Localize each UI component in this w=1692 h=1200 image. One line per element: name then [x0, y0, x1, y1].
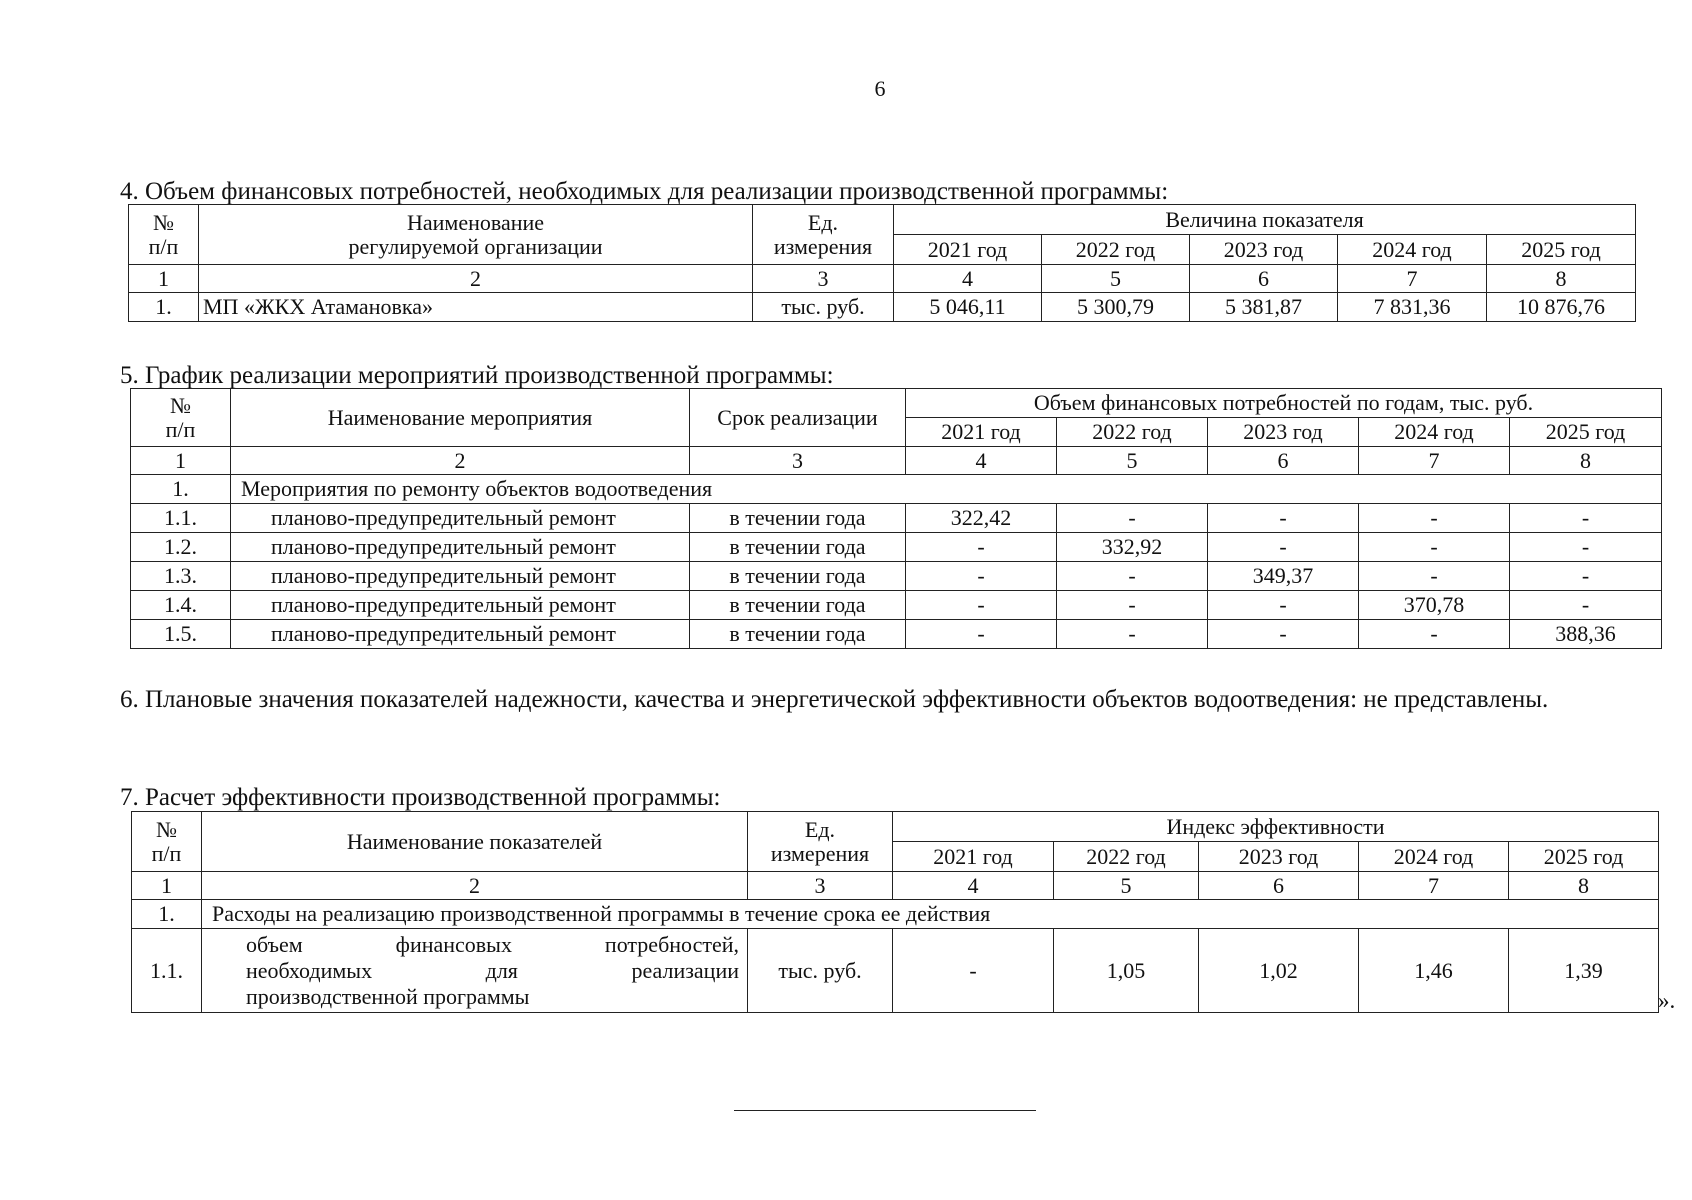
value-2024: - — [1359, 562, 1510, 591]
value-2025: - — [1510, 591, 1662, 620]
header-period: Срок реализации — [690, 389, 906, 447]
section5-heading: 5. График реализации мероприятий производственной программы: — [120, 362, 834, 389]
group-row — [132, 900, 1659, 929]
column-index: 4 — [894, 265, 1042, 293]
column-index: 5 — [1042, 265, 1190, 293]
indicator-name-line: производственной программы — [246, 983, 530, 1009]
indicator-name — [202, 929, 748, 1013]
column-index-row — [131, 447, 1662, 475]
value-2022: 332,92 — [1057, 533, 1208, 562]
header-year: 2022 год — [1057, 418, 1208, 447]
value-2023: - — [1208, 504, 1359, 533]
value-2021: - — [893, 929, 1054, 1013]
efficiency-table — [131, 811, 1659, 1013]
row-num: 1.1. — [132, 929, 202, 1013]
activity-name: планово-предупредительный ремонт — [231, 504, 690, 533]
column-index: 4 — [906, 447, 1057, 475]
column-index: 3 — [753, 265, 894, 293]
column-index: 4 — [893, 872, 1054, 900]
value-2025: - — [1510, 562, 1662, 591]
table-row — [131, 620, 1662, 649]
value-2024: - — [1359, 620, 1510, 649]
column-index: 1 — [129, 265, 199, 293]
table-row — [132, 929, 1659, 1013]
table-row — [131, 504, 1662, 533]
section7-heading: 7. Расчет эффективности производственной программы: — [120, 784, 721, 811]
header-unit: Ед. измерения — [748, 812, 893, 872]
header-year: 2021 год — [893, 842, 1054, 872]
value-2024: 1,46 — [1359, 929, 1509, 1013]
activity-period: в течении года — [690, 620, 906, 649]
header-year: 2023 год — [1199, 842, 1359, 872]
schedule-table — [130, 388, 1662, 649]
value-2022: - — [1057, 620, 1208, 649]
column-index: 6 — [1208, 447, 1359, 475]
section6-text: 6. Плановые значения показателей надежности, качества и энергетической эффективности объектов водоотведения: не представлены. — [120, 686, 1549, 713]
row-num: 1.4. — [131, 591, 231, 620]
table-row — [131, 591, 1662, 620]
footer-rule — [734, 1110, 1036, 1111]
group-row — [131, 475, 1662, 504]
activity-period: в течении года — [690, 533, 906, 562]
column-index: 7 — [1359, 447, 1510, 475]
financial-needs-table — [128, 204, 1636, 322]
value-2021: - — [906, 591, 1057, 620]
value-2023: 5 381,87 — [1190, 293, 1338, 322]
column-index: 2 — [199, 265, 753, 293]
row-unit: тыс. руб. — [748, 929, 893, 1013]
header-year: 2024 год — [1359, 418, 1510, 447]
column-index: 2 — [231, 447, 690, 475]
column-index: 2 — [202, 872, 748, 900]
header-year: 2025 год — [1487, 235, 1636, 265]
row-num: 1. — [131, 475, 231, 504]
value-2023: - — [1208, 533, 1359, 562]
header-year: 2024 год — [1359, 842, 1509, 872]
header-activity-name: Наименование мероприятия — [231, 389, 690, 447]
value-2023: - — [1208, 620, 1359, 649]
header-num: № п/п — [131, 389, 231, 447]
activity-name: планово-предупредительный ремонт — [231, 620, 690, 649]
header-value-group: Объем финансовых потребностей по годам, тыс. руб. — [906, 389, 1662, 418]
header-value-group: Индекс эффективности — [893, 812, 1659, 842]
value-2025: 388,36 — [1510, 620, 1662, 649]
org-name: МП «ЖКХ Атамановка» — [199, 293, 753, 322]
column-index: 1 — [131, 447, 231, 475]
value-2023: 349,37 — [1208, 562, 1359, 591]
value-2025: 10 876,76 — [1487, 293, 1636, 322]
row-num: 1.1. — [131, 504, 231, 533]
closing-quote: ». — [1658, 988, 1676, 1013]
column-index: 3 — [690, 447, 906, 475]
header-year: 2021 год — [906, 418, 1057, 447]
header-year: 2024 год — [1338, 235, 1487, 265]
header-org-name: Наименование регулируемой организации — [199, 205, 753, 265]
value-2021: - — [906, 533, 1057, 562]
header-unit: Ед. измерения — [753, 205, 894, 265]
header-year: 2021 год — [894, 235, 1042, 265]
header-num: № п/п — [129, 205, 199, 265]
column-index: 8 — [1510, 447, 1662, 475]
column-index: 6 — [1190, 265, 1338, 293]
value-2021: - — [906, 562, 1057, 591]
value-2024: 370,78 — [1359, 591, 1510, 620]
column-index-row — [132, 872, 1659, 900]
activity-name: планово-предупредительный ремонт — [231, 533, 690, 562]
value-2022: - — [1057, 591, 1208, 620]
header-indicator-name: Наименование показателей — [202, 812, 748, 872]
header-year: 2022 год — [1042, 235, 1190, 265]
section4-heading: 4. Объем финансовых потребностей, необходимых для реализации производственной программы: — [120, 178, 1169, 205]
row-num: 1.2. — [131, 533, 231, 562]
value-2023: 1,02 — [1199, 929, 1359, 1013]
column-index: 8 — [1509, 872, 1659, 900]
value-2022: 1,05 — [1054, 929, 1199, 1013]
value-2025: - — [1510, 504, 1662, 533]
value-2022: - — [1057, 504, 1208, 533]
header-value-group: Величина показателя — [894, 205, 1636, 235]
value-2022: - — [1057, 562, 1208, 591]
header-year: 2025 год — [1509, 842, 1659, 872]
column-index: 5 — [1054, 872, 1199, 900]
header-year: 2023 год — [1190, 235, 1338, 265]
value-2023: - — [1208, 591, 1359, 620]
value-2024: - — [1359, 504, 1510, 533]
value-2022: 5 300,79 — [1042, 293, 1190, 322]
activity-period: в течении года — [690, 591, 906, 620]
group-name: Мероприятия по ремонту объектов водоотведения — [231, 475, 1662, 504]
activity-period: в течении года — [690, 504, 906, 533]
value-2021: 322,42 — [906, 504, 1057, 533]
column-index: 1 — [132, 872, 202, 900]
table-row — [129, 293, 1636, 322]
header-year: 2025 год — [1510, 418, 1662, 447]
column-index: 3 — [748, 872, 893, 900]
row-unit: тыс. руб. — [753, 293, 894, 322]
column-index: 5 — [1057, 447, 1208, 475]
indicator-name-line: объем финансовых потребностей, — [246, 931, 739, 957]
value-2021: - — [906, 620, 1057, 649]
value-2025: 1,39 — [1509, 929, 1659, 1013]
column-index: 7 — [1338, 265, 1487, 293]
table-row — [131, 562, 1662, 591]
row-num: 1.5. — [131, 620, 231, 649]
value-2024: - — [1359, 533, 1510, 562]
header-year: 2023 год — [1208, 418, 1359, 447]
value-2024: 7 831,36 — [1338, 293, 1487, 322]
column-index: 6 — [1199, 872, 1359, 900]
page-number: 6 — [874, 76, 886, 101]
value-2025: - — [1510, 533, 1662, 562]
column-index: 8 — [1487, 265, 1636, 293]
column-index: 7 — [1359, 872, 1509, 900]
header-num: № п/п — [132, 812, 202, 872]
header-year: 2022 год — [1054, 842, 1199, 872]
indicator-name-line: необходимых для реализации — [246, 957, 739, 983]
column-index-row — [129, 265, 1636, 293]
row-num: 1. — [132, 900, 202, 929]
table-row — [131, 533, 1662, 562]
activity-name: планово-предупредительный ремонт — [231, 591, 690, 620]
value-2021: 5 046,11 — [894, 293, 1042, 322]
group-name: Расходы на реализацию производственной программы в течение срока ее действия — [202, 900, 1659, 929]
row-num: 1.3. — [131, 562, 231, 591]
activity-name: планово-предупредительный ремонт — [231, 562, 690, 591]
activity-period: в течении года — [690, 562, 906, 591]
row-num: 1. — [129, 293, 199, 322]
